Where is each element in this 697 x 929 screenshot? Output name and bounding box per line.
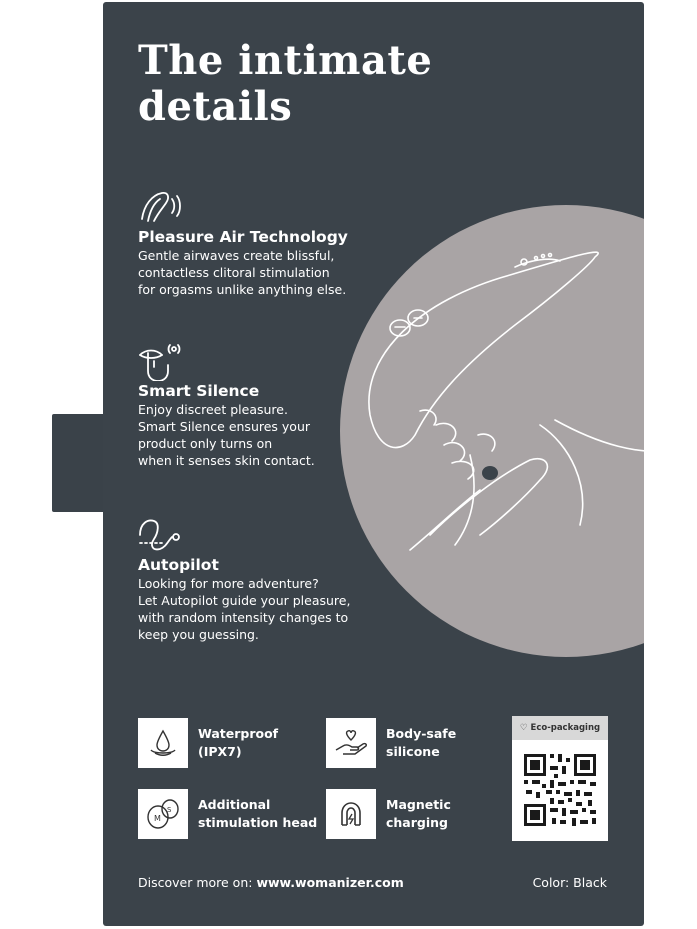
feature-pleasure-air [138, 187, 348, 298]
hand-heart-icon [333, 726, 369, 760]
head-sizes-icon [145, 797, 181, 831]
eco-label: Eco-packaging [530, 723, 601, 733]
title-line-1: The intimate [138, 37, 433, 84]
package-side-tab [52, 414, 106, 512]
magnet-icon [334, 797, 368, 831]
finger-touch-icon [138, 341, 188, 381]
color-label: Color: Black [532, 875, 607, 890]
badge-label: Magnetic charging [386, 797, 451, 830]
badge-waterproof [138, 718, 278, 768]
product-illustration [340, 205, 644, 657]
feature-body: Enjoy discreet pleasure. Smart Silence ensures your product only turns on when it senses skin contact. [138, 402, 315, 468]
badge-body-safe [326, 718, 456, 768]
badge-label: Additional stimulation head [198, 797, 318, 830]
qr-code [512, 740, 608, 841]
footer-url[interactable]: www.womanizer.com [256, 875, 404, 890]
feature-smart-silence [138, 341, 315, 469]
feature-body: Looking for more adventure? Let Autopilot guide your pleasure, with random intensity changes to keep you guessing. [138, 576, 351, 642]
page-title [138, 38, 432, 130]
eco-header [512, 716, 608, 740]
badge-label: Waterproof (IPX7) [198, 726, 279, 759]
feature-heading: Autopilot [138, 556, 219, 574]
feature-autopilot [138, 515, 350, 643]
footer-discover [138, 875, 404, 890]
badge-magnetic [326, 789, 451, 839]
footer-prefix: Discover more on: [138, 875, 257, 890]
eco-packaging-qr [512, 716, 608, 841]
svg-text:S: S [167, 806, 172, 814]
badge-label: Body-safe silicone [386, 726, 457, 759]
leaf-heart-icon: ♡ [519, 723, 528, 733]
air-wave-icon [138, 187, 188, 227]
water-drop-icon [146, 726, 180, 760]
badge-stimulation-head [138, 789, 317, 839]
autopilot-path-icon [138, 515, 188, 555]
title-line-2: details [138, 83, 293, 130]
svg-text:M: M [154, 814, 161, 823]
feature-heading: Smart Silence [138, 382, 260, 400]
package-panel [103, 2, 644, 926]
feature-body: Gentle airwaves create blissful, contactless clitoral stimulation for orgasms unlike anything else. [138, 248, 347, 297]
feature-heading: Pleasure Air Technology [138, 228, 348, 246]
